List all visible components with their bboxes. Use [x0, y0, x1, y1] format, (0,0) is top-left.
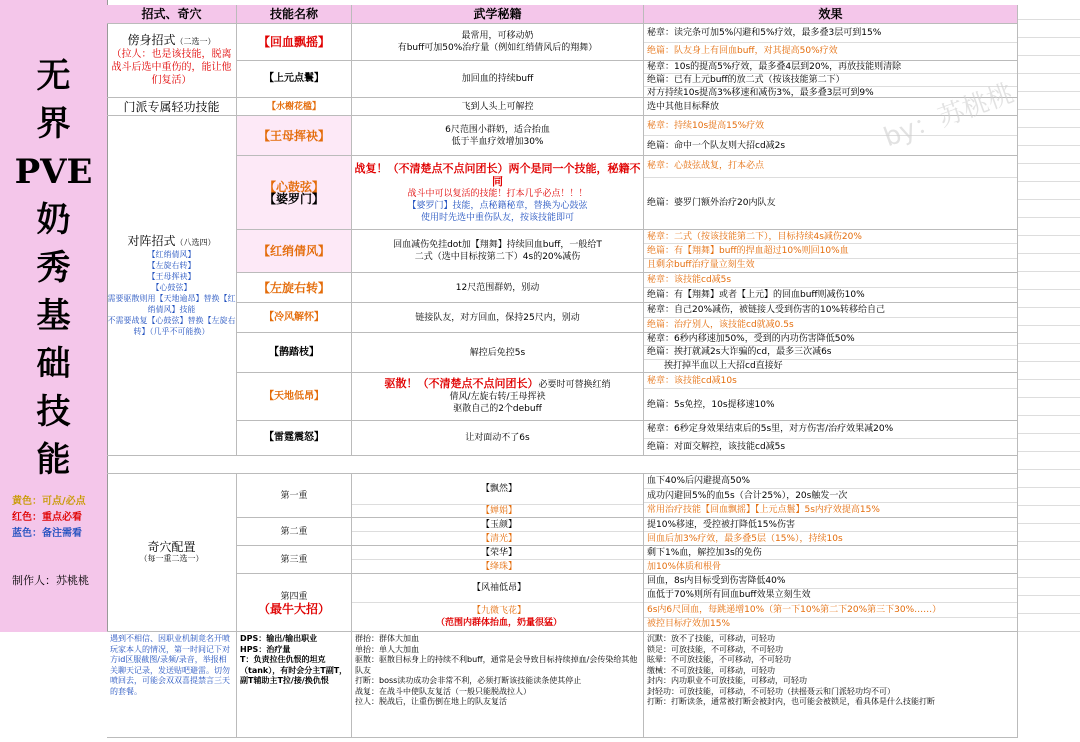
- skill-hongxiao: 【红绡倩风】: [237, 230, 352, 273]
- header-moves: 招式、奇穴: [107, 5, 237, 24]
- skill-lengfeng: 【冷风解怀】: [237, 303, 352, 333]
- grid-line: [1018, 145, 1080, 146]
- grid-line: [1018, 613, 1080, 614]
- effect-leiting: 秘章：6秒定身效果结束后的5s里，对方伤害/治疗效果减20% 绝篇：对面交解控，该技能cd减5s: [644, 421, 1018, 456]
- effect-huixue: 秘章：读完条可加5%闪避和5%疗效，最多叠3层可到15% 绝篇：队友身上有回血buff，对其提高50%疗效: [644, 24, 1018, 61]
- grid-line: [1018, 343, 1080, 344]
- header-secret: 武学秘籍: [352, 5, 644, 24]
- glossary-notice: 遇到不相信、因职业机制竟名开喷玩家本人的情况，第一时间记下对方id区服截图/录频/录音，举报相关聊天记录，发送贴吧避雷。切勿喷回去，可能会双双喜提禁言三天的套餐。: [107, 632, 237, 738]
- effect-shangyuan: 秘章：10s的提高5%疗效，最多叠4层到20%，再放技能则清除 绝篇：已有上元buff的放二式（按该技能第二下） 对方持续10s提高3%移速和减伤3%，最多叠3层可到9%: [644, 61, 1018, 98]
- grid-line: [1018, 487, 1080, 488]
- secret-xingu: 战复！（不清楚点不点问团长）两个是同一个技能，秘籍不同 战斗中可以复活的技能！打本几乎必点！！！ 【婆罗门】技能，点秘籍秘章，替换为心鼓弦 使用时先选中重伤队友，按该技能即可: [352, 156, 644, 230]
- skill-shangyuan: 【上元点鬟】: [237, 61, 352, 98]
- skill-wangmu: 【王母挥袂】: [237, 116, 352, 156]
- effect-zuoxuan: 秘章：该技能cd减5s 绝篇：有【翔舞】或者【上元】的回血buff则减伤10%: [644, 273, 1018, 303]
- empty-columns: [1018, 5, 1080, 632]
- grid-line: [1018, 253, 1080, 254]
- tier-3: 第三重: [237, 546, 352, 574]
- grid-line: [1018, 19, 1080, 20]
- grid-line: [1018, 235, 1080, 236]
- grid-line: [1018, 91, 1080, 92]
- glossary-terms: 群抬：群体大加血 单抬：单人大加血 驱散：驱散目标身上的持续不利buff，通常是会导致目标持续掉血/会传染给其他队友 打断：boss读功成功会非常不利，必须打断该技能读条使其停止 战复：在战斗中使队友复活（一般只能脱战拉人） 拉人：脱战后，让重伤倒在地上的队友复活: [352, 632, 644, 738]
- tier-4: 第四重 （最牛大招）: [237, 574, 352, 632]
- secret-zuoxuan: 12尺范围群奶，别动: [352, 273, 644, 303]
- grid-line: [1018, 469, 1080, 470]
- grid-line: [1018, 595, 1080, 596]
- grid-line: [1018, 181, 1080, 182]
- group-duizhen: 对阵招式（八选四） 【红绡倩风】 【左旋右转】 【王母挥袂】 【心鼓弦】 需要驱散则用【天地逾昂】替换【红绡倩风】技能 不需要战复【心鼓弦】替换【左旋右转】（几乎不可能换）: [107, 116, 237, 456]
- effect-hongxiao: 秘章：二式（按该技能第二下），目标持续4s减伤20% 绝篇：有【翔舞】buff的捍血超过10%则回10%血 且剩余buff治疗量立刻生效: [644, 230, 1018, 273]
- glossary-controls: 沉默：放不了技能，可移动，可轻功 锁足：可放技能，不可移动，不可轻功 眩晕：不可放技能，不可移动，不可轻功 缴械：不可放技能，可移动，可轻功 封内：内功职业不可放技能，可移动，可轻功 封轻功：可放技能，可移动，不可轻功（扶摇聂云和门派轻功均不可） 打断：打断读条，通常被打断会被封内，也可能会被锁足，看具体是什么技能打断: [644, 632, 1018, 738]
- grid-line: [1018, 109, 1080, 110]
- grid-line: [1018, 55, 1080, 56]
- secret-wangmu: 6尺范围小群奶，适合抬血 低于半血疗效增加30%: [352, 116, 644, 156]
- secret-shuixie: 飞到人头上可解控: [352, 98, 644, 116]
- grid-line: [1018, 199, 1080, 200]
- skill-leiting: 【雷霆震怒】: [237, 421, 352, 456]
- sheet-title: 无 界 PVE 奶 秀 基 础 技 能: [14, 56, 93, 480]
- secret-huixue: 最常用，可移动奶 有buff可加50%治疗量（例如红绡倩风后的翔舞）: [352, 24, 644, 61]
- secret-hongxiao: 回血减伤免挂dot加【翔舞】持续回血buff，一般给T 二式（选中目标按第二下）4s的20%减伤: [352, 230, 644, 273]
- grid-line: [1018, 271, 1080, 272]
- effect-quetazhi: 秘章：6秒内移速加50%，受到的内功伤害降低50% 绝篇：挨打就减2s大诈骗的cd，最多三次减6s 挨打掉半血以上大招cd直接好: [644, 333, 1018, 373]
- tier-2: 第二重: [237, 518, 352, 546]
- effect-xingu: 秘章：心鼓弦战复，打本必点 绝篇：婆罗门额外治疗20内队友: [644, 156, 1018, 230]
- header-skill: 技能名称: [237, 5, 352, 24]
- qixue-names-1: 【飘然】 【婵娟】: [352, 474, 644, 518]
- grid-line: [1018, 361, 1080, 362]
- grid-line: [1018, 325, 1080, 326]
- qixue-effects-3: 剩下1%血，解控加3s的免伤 加10%体质和根骨: [644, 546, 1018, 574]
- grid-line: [1018, 379, 1080, 380]
- glossary-roles: DPS：输出/输出职业 HPS：治疗量 T：负责拉住仇恨的坦克（tank），有时会分主T副T，副T辅助主T拉/接/换仇恨: [237, 632, 352, 738]
- effect-tiandi: 秘章：该技能cd减10s 绝篇：5s免控，10s提移速10%: [644, 373, 1018, 421]
- grid-line: [1018, 523, 1080, 524]
- group-qixue: 奇穴配置 （每一重二选一）: [107, 474, 237, 632]
- grid-line: [1018, 433, 1080, 434]
- grid-line: [1018, 73, 1080, 74]
- grid-line: [1018, 397, 1080, 398]
- header-effect: 效果: [644, 5, 1018, 24]
- skill-huixue: 【回血飘摇】: [237, 24, 352, 61]
- grid-line: [1018, 415, 1080, 416]
- sidebar: [0, 0, 108, 632]
- grid-line: [1018, 127, 1080, 128]
- grid-line: [1018, 307, 1080, 308]
- skill-tiandi: 【天地低昂】: [237, 373, 352, 421]
- effect-lengfeng: 秘章：自己20%减伤，被链接人受到伤害的10%转移给自己 绝篇：治疗别人，该技能cd就减0.5s: [644, 303, 1018, 333]
- grid-line: [1018, 37, 1080, 38]
- qixue-names-2: 【玉颜】 【清光】: [352, 518, 644, 546]
- secret-shangyuan: 加回血的持续buff: [352, 61, 644, 98]
- skill-shuixie: 【水榭花槛】: [237, 98, 352, 116]
- qixue-effects-4: 回血，8s内目标受到伤害降低40% 血低于70%则所有回血buff效果立刻生效 6s内6尺回血，每跳递增10%（第一下10%第二下20%第三下30%……） 被控目标疗效加15%: [644, 574, 1018, 632]
- qixue-effects-1: 血下40%后闪避提高50% 成功闪避回5%的血5s（合计25%），20s触发一次 常用治疗技能【回血飘摇】【上元点鬟】5s内疗效提高15%: [644, 474, 1018, 518]
- grid-line: [1018, 505, 1080, 506]
- effect-shuixie: 选中其他目标释放: [644, 98, 1018, 116]
- spacer-row: [107, 456, 1018, 474]
- skill-zuoxuan: 【左旋右转】: [237, 273, 352, 303]
- author: 制作人：苏桃桃: [12, 574, 89, 587]
- grid-line: [1018, 163, 1080, 164]
- skill-xingu: 【心鼓弦】 【婆罗门】: [237, 156, 352, 230]
- secret-leiting: 让对面动不了6s: [352, 421, 644, 456]
- watermark: by：苏桃桃: [879, 78, 1018, 154]
- qixue-effects-2: 提10%移速，受控被打降低15%伤害 回血后加3%疗效，最多叠5层（15%），持续10s: [644, 518, 1018, 546]
- secret-quetazhi: 解控后免控5s: [352, 333, 644, 373]
- secret-lengfeng: 链接队友，对方回血，保持25尺内，别动: [352, 303, 644, 333]
- secret-tiandi: 驱散！（不清楚点不点问团长）必要时可替换红绡 倩风/左旋右转/王母挥袂 驱散自己的2个debuff: [352, 373, 644, 421]
- grid-line: [1018, 631, 1080, 632]
- group-menpai: 门派专属轻功技能: [107, 98, 237, 116]
- grid-line: [1018, 577, 1080, 578]
- skill-quetazhi: 【鹊踏枝】: [237, 333, 352, 373]
- effect-wangmu: 秘章：持续10s提高15%疗效 绝篇：命中一个队友则大招cd减2s: [644, 116, 1018, 156]
- grid-line: [1018, 559, 1080, 560]
- grid-line: [1018, 451, 1080, 452]
- group-pianshen: 傍身招式（二选一） （拉人：也是该技能，脱离战斗后选中重伤的，能让他们复活）: [107, 24, 237, 98]
- grid-line: [1018, 541, 1080, 542]
- color-legend: 黄色：可点/必点 红色：重点必看 蓝色：备注需看: [12, 496, 86, 539]
- qixue-names-4: 【风袖低昂】 【九微飞花】 （范围内群体抬血，奶量很猛）: [352, 574, 644, 632]
- tier-1: 第一重: [237, 474, 352, 518]
- grid-line: [1018, 217, 1080, 218]
- qixue-names-3: 【荣华】 【绛珠】: [352, 546, 644, 574]
- grid-line: [1018, 289, 1080, 290]
